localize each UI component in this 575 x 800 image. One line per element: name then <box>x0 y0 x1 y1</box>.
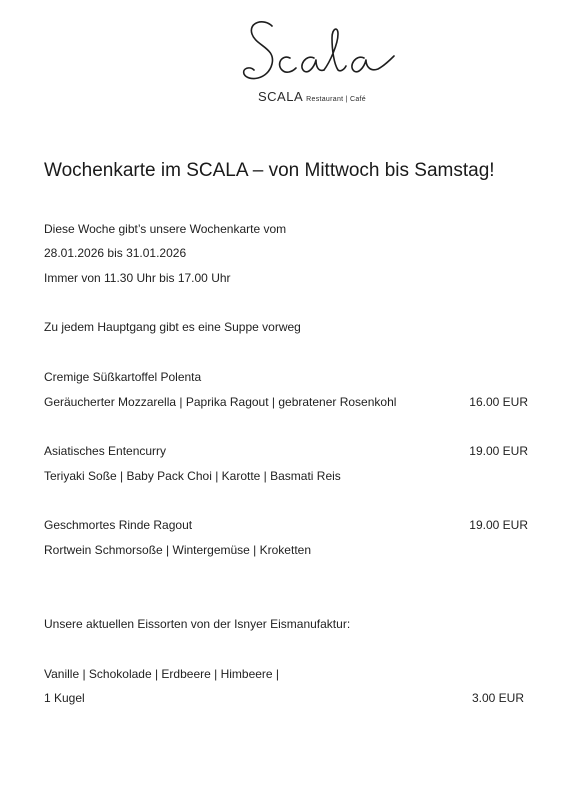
logo-name: SCALA <box>258 89 304 104</box>
soup-note: Zu jedem Hauptgang gibt es eine Suppe vorweg <box>44 320 301 334</box>
intro-line-1: Diese Woche gibt’s unsere Wochenkarte vom <box>44 222 287 236</box>
dish-3-price: 19.00 EUR <box>469 518 528 532</box>
dish-1-name: Cremige Süßkartoffel Polenta <box>44 370 202 384</box>
scala-logo <box>0 14 575 104</box>
ice-cream-unit: 1 Kugel <box>44 691 85 705</box>
logo-wordmark <box>258 88 366 106</box>
dish-2-name: Asiatisches Entencurry <box>44 444 167 458</box>
dish-2-price: 19.00 EUR <box>469 444 528 458</box>
ice-cream-heading: Unsere aktuellen Eissorten von der Isnyer Eismanufaktur: <box>44 617 351 631</box>
intro-line-3: Immer von 11.30 Uhr bis 17.00 Uhr <box>44 271 231 285</box>
dish-2-description: Teriyaki Soße | Baby Pack Choi | Karotte | Basmati Reis <box>44 469 341 483</box>
dish-3-name: Geschmortes Rinde Ragout <box>44 518 193 532</box>
page-title: Wochenkarte im SCALA – von Mittwoch bis Samstag! <box>44 160 495 181</box>
intro-line-2: 28.01.2026 bis 31.01.2026 <box>44 246 187 260</box>
dish-1-description: Geräucherter Mozzarella | Paprika Ragout | gebratener Rosenkohl <box>44 395 397 409</box>
dish-3-description: Rortwein Schmorsoße | Wintergemüse | Kroketten <box>44 543 311 557</box>
ice-cream-flavors: Vanille | Schokolade | Erdbeere | Himbeere | <box>44 667 280 681</box>
logo-tagline: Restaurant | Café <box>306 96 366 103</box>
scala-script-logo-icon <box>238 14 398 92</box>
ice-cream-price: 3.00 EUR <box>471 691 524 705</box>
dish-1-price: 16.00 EUR <box>469 395 528 409</box>
